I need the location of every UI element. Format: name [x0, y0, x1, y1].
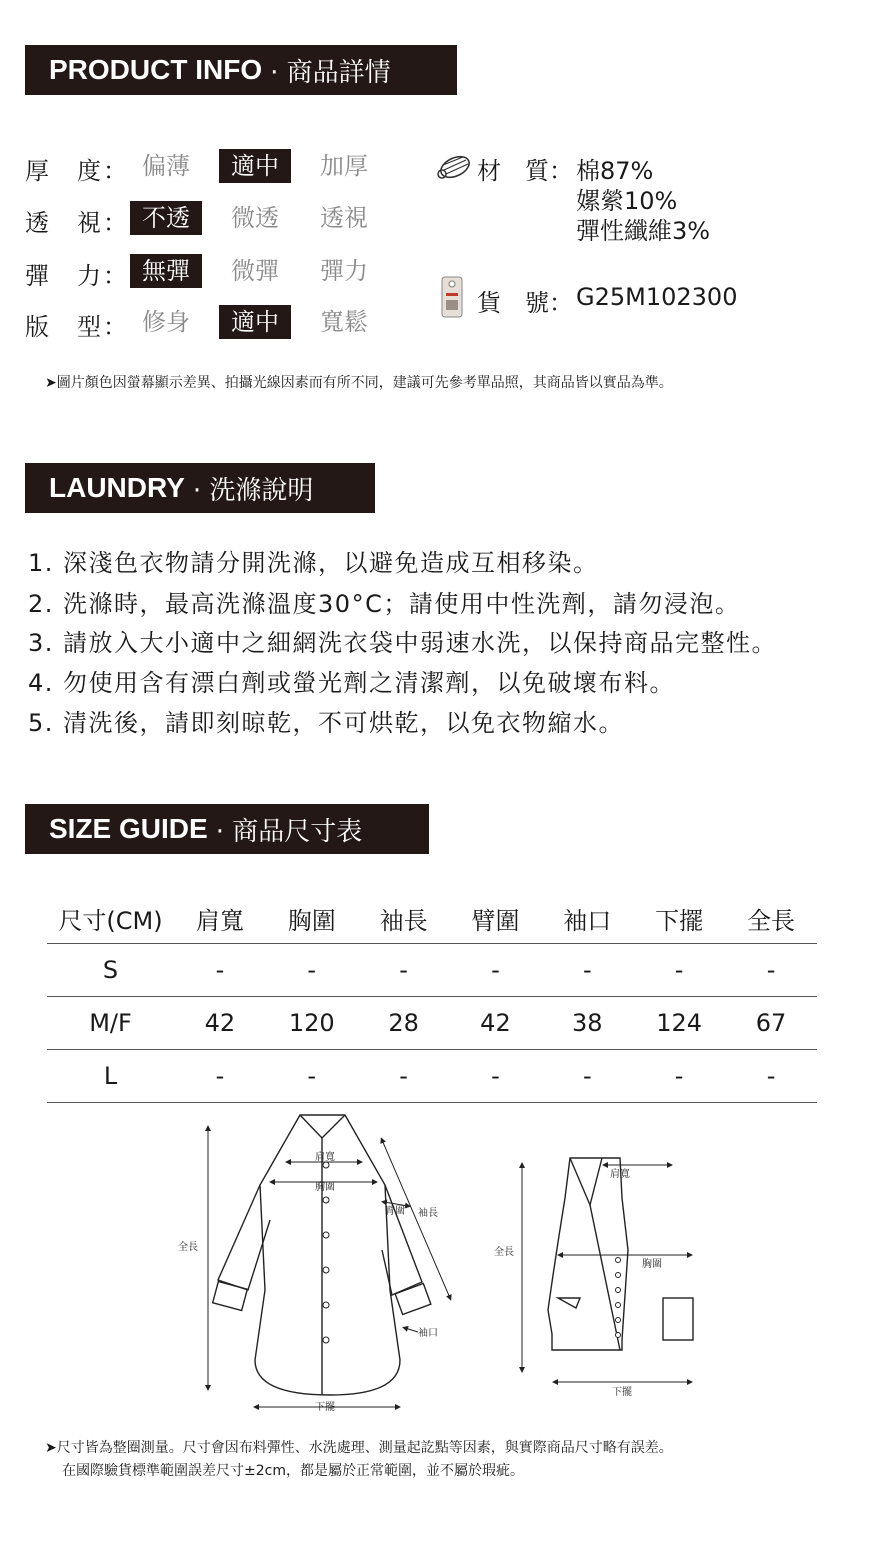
size-note-line2: 在國際驗貨標準範圍誤差尺寸±2cm，都是屬於正常範圍，並不屬於瑕疵。	[62, 1463, 524, 1479]
col-arm: 臂圍	[450, 893, 542, 944]
product-info-header-en: PRODUCT INFO	[49, 54, 263, 85]
size-value-cell: -	[450, 1050, 542, 1103]
attribute-option: 微彈	[231, 257, 279, 285]
attribute-option: 寬鬆	[320, 308, 368, 336]
vest-label-shoulder: 肩寬	[610, 1169, 630, 1180]
size-value-cell: -	[174, 1050, 266, 1103]
vest-buttons	[616, 1258, 621, 1338]
size-value-cell: 120	[266, 997, 358, 1050]
label-hem: 下擺	[315, 1402, 335, 1413]
laundry-item: 3. 請放入大小適中之細網洗衣袋中弱速水洗，以保持商品完整性。	[28, 629, 778, 657]
size-note-line1: ➤尺寸皆為整圈測量。尺寸會因布料彈性、水洗處理、測量起訖點等因素，與實際商品尺寸略有誤差。	[45, 1440, 673, 1456]
size-value-cell: 67	[725, 997, 817, 1050]
size-value-cell: 38	[541, 997, 633, 1050]
label-sleeve: 袖長	[418, 1208, 438, 1219]
material-label: 材 質：	[477, 157, 573, 185]
size-value-cell: 124	[633, 997, 725, 1050]
laundry-header-en: LAUNDRY	[49, 472, 185, 503]
vest-label-hem: 下擺	[612, 1387, 632, 1398]
size-value-cell: -	[541, 1050, 633, 1103]
laundry-item: 2. 洗滌時，最高洗滌溫度30°C；請使用中性洗劑，請勿浸泡。	[28, 590, 741, 618]
size-name-cell: M/F	[47, 997, 174, 1050]
vest-labels	[494, 1167, 662, 1398]
vest-label-length: 全長	[494, 1247, 514, 1258]
attribute-label: 厚 度：	[25, 157, 129, 185]
size-value-cell: -	[725, 944, 817, 997]
laundry-header-zh: · 洗滌說明	[192, 475, 314, 506]
product-info-header-zh: · 商品詳情	[270, 57, 391, 88]
sku-label: 貨 號：	[477, 289, 573, 317]
attribute-label: 彈 力：	[25, 262, 129, 290]
tag-icon	[440, 275, 464, 319]
size-table-header-row	[47, 893, 817, 944]
yarn-icon	[436, 150, 474, 184]
attribute-option: 微透	[231, 204, 279, 232]
laundry-item: 1. 深淺色衣物請分開洗滌，以避免造成互相移染。	[28, 549, 599, 577]
attribute-option: 修身	[142, 308, 190, 336]
material-line-1: 棉87%	[576, 157, 654, 185]
col-size: 尺寸(CM)	[47, 893, 174, 944]
attribute-option: 彈力	[320, 257, 368, 285]
vest-label-chest: 胸圍	[642, 1259, 662, 1270]
size-guide-header	[25, 804, 429, 854]
col-shoulder: 肩寬	[174, 893, 266, 944]
size-value-cell: -	[633, 944, 725, 997]
size-guide-header-en: SIZE GUIDE	[49, 813, 208, 844]
col-hem: 下擺	[633, 893, 725, 944]
size-guide-header-zh: · 商品尺寸表	[215, 816, 363, 847]
size-name-cell: S	[47, 944, 174, 997]
size-table-row	[47, 997, 817, 1050]
col-sleeve: 袖長	[358, 893, 450, 944]
col-chest: 胸圍	[266, 893, 358, 944]
laundry-item: 5. 清洗後，請即刻晾乾，不可烘乾，以免衣物縮水。	[28, 709, 625, 737]
shirt-measure-lines	[208, 1128, 450, 1407]
label-shoulder: 肩寬	[315, 1152, 335, 1163]
material-line-3: 彈性纖維3%	[576, 217, 711, 245]
size-value-cell: 42	[450, 997, 542, 1050]
label-chest: 胸圍	[315, 1182, 335, 1193]
attribute-option-selected: 適中	[219, 149, 291, 183]
attribute-label: 透 視：	[25, 209, 129, 237]
size-value-cell: -	[266, 1050, 358, 1103]
sku-value: G25M102300	[576, 283, 738, 311]
size-value-cell: -	[541, 944, 633, 997]
size-value-cell: 28	[358, 997, 450, 1050]
product-info-header	[25, 45, 457, 95]
label-length: 全長	[178, 1242, 198, 1253]
attribute-option: 偏薄	[142, 152, 190, 180]
label-arm: 臂圍	[385, 1206, 405, 1217]
size-diagram	[160, 1110, 740, 1420]
size-value-cell: -	[358, 944, 450, 997]
size-value-cell: 42	[174, 997, 266, 1050]
laundry-header	[25, 463, 375, 513]
size-value-cell: -	[725, 1050, 817, 1103]
size-value-cell: -	[633, 1050, 725, 1103]
size-value-cell: -	[358, 1050, 450, 1103]
label-cuff: 袖口	[418, 1328, 438, 1339]
col-cuff: 袖口	[541, 893, 633, 944]
material-line-2: 嫘縈10%	[576, 187, 678, 215]
size-value-cell: -	[450, 944, 542, 997]
product-info-note: ➤圖片顏色因螢幕顯示差異、拍攝光線因素而有所不同，建議可先參考單品照，其商品皆以實品為準。	[45, 375, 673, 391]
attribute-option-selected: 適中	[219, 305, 291, 339]
attribute-option: 透視	[320, 204, 368, 232]
size-name-cell: L	[47, 1050, 174, 1103]
attribute-option: 加厚	[320, 152, 368, 180]
shirt-labels	[178, 1150, 438, 1413]
col-length: 全長	[725, 893, 817, 944]
attribute-label: 版 型：	[25, 313, 129, 341]
size-table-row	[47, 944, 817, 997]
size-value-cell: -	[266, 944, 358, 997]
laundry-item: 4. 勿使用含有漂白劑或螢光劑之清潔劑，以免破壞布料。	[28, 669, 676, 697]
size-table	[47, 893, 817, 1103]
attribute-option-selected: 不透	[130, 201, 202, 235]
size-value-cell: -	[174, 944, 266, 997]
size-table-row	[47, 1050, 817, 1103]
attribute-option-selected: 無彈	[130, 254, 202, 288]
